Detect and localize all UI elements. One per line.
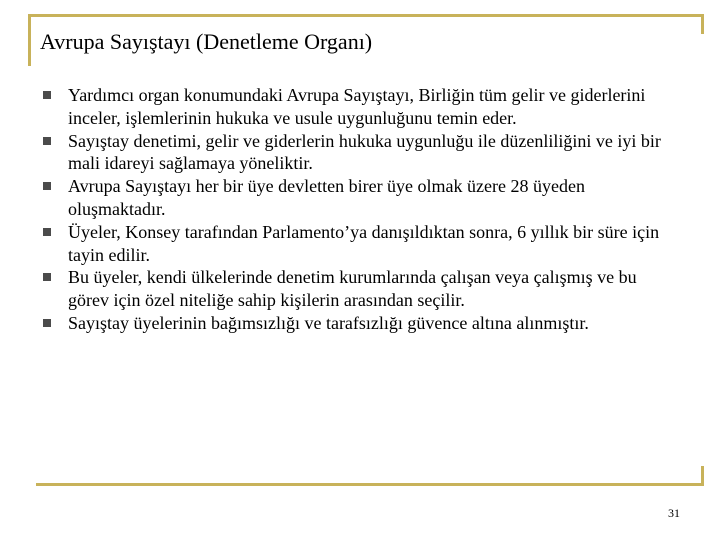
page-number: 31	[668, 506, 680, 520]
bottom-accent-rule	[36, 483, 704, 486]
square-bullet-icon	[43, 137, 51, 145]
square-bullet-icon	[43, 228, 51, 236]
bullet-text: Sayıştay denetimi, gelir ve giderlerin hukuka uygunluğu ile düzenliliğini ve iyi bir mali idareyi sağlamaya yöneliktir.	[68, 130, 661, 174]
bullet-text: Sayıştay üyelerinin bağımsızlığı ve tarafsızlığı güvence altına alınmıştır.	[68, 312, 589, 333]
left-accent-rule	[28, 14, 31, 66]
bullet-text: Üyeler, Konsey tarafından Parlamento’ya danışıldıktan sonra, 6 yıllık bir süre için tayin edilir.	[68, 221, 660, 265]
slide-title: Avrupa Sayıştayı (Denetleme Organı)	[40, 29, 373, 54]
bullet-text: Yardımcı organ konumundaki Avrupa Sayıştayı, Birliğin tüm gelir ve giderlerini inceler, işlemlerinin hukuka ve usule uygunluğunu temin eder.	[68, 85, 646, 128]
list-item	[40, 130, 680, 176]
square-bullet-icon	[43, 182, 51, 190]
bullet-list	[40, 84, 680, 335]
list-item	[40, 312, 680, 335]
top-accent-rule	[28, 14, 704, 17]
right-accent-tick	[701, 14, 704, 34]
list-item	[40, 175, 680, 221]
bullet-text: Avrupa Sayıştayı her bir üye devletten birer üye olmak üzere 28 üyeden oluşmaktadır.	[68, 176, 585, 219]
list-item	[40, 84, 680, 130]
square-bullet-icon	[43, 273, 51, 281]
list-item	[40, 266, 680, 312]
bullet-text: Bu üyeler, kendi ülkelerinde denetim kurumlarında çalışan veya çalışmış ve bu görev için özel niteliğe sahip kişilerin arasından seçilir.	[68, 267, 637, 311]
square-bullet-icon	[43, 91, 51, 99]
square-bullet-icon	[43, 319, 51, 327]
bottom-right-accent-tick	[701, 466, 704, 486]
list-item	[40, 221, 680, 267]
